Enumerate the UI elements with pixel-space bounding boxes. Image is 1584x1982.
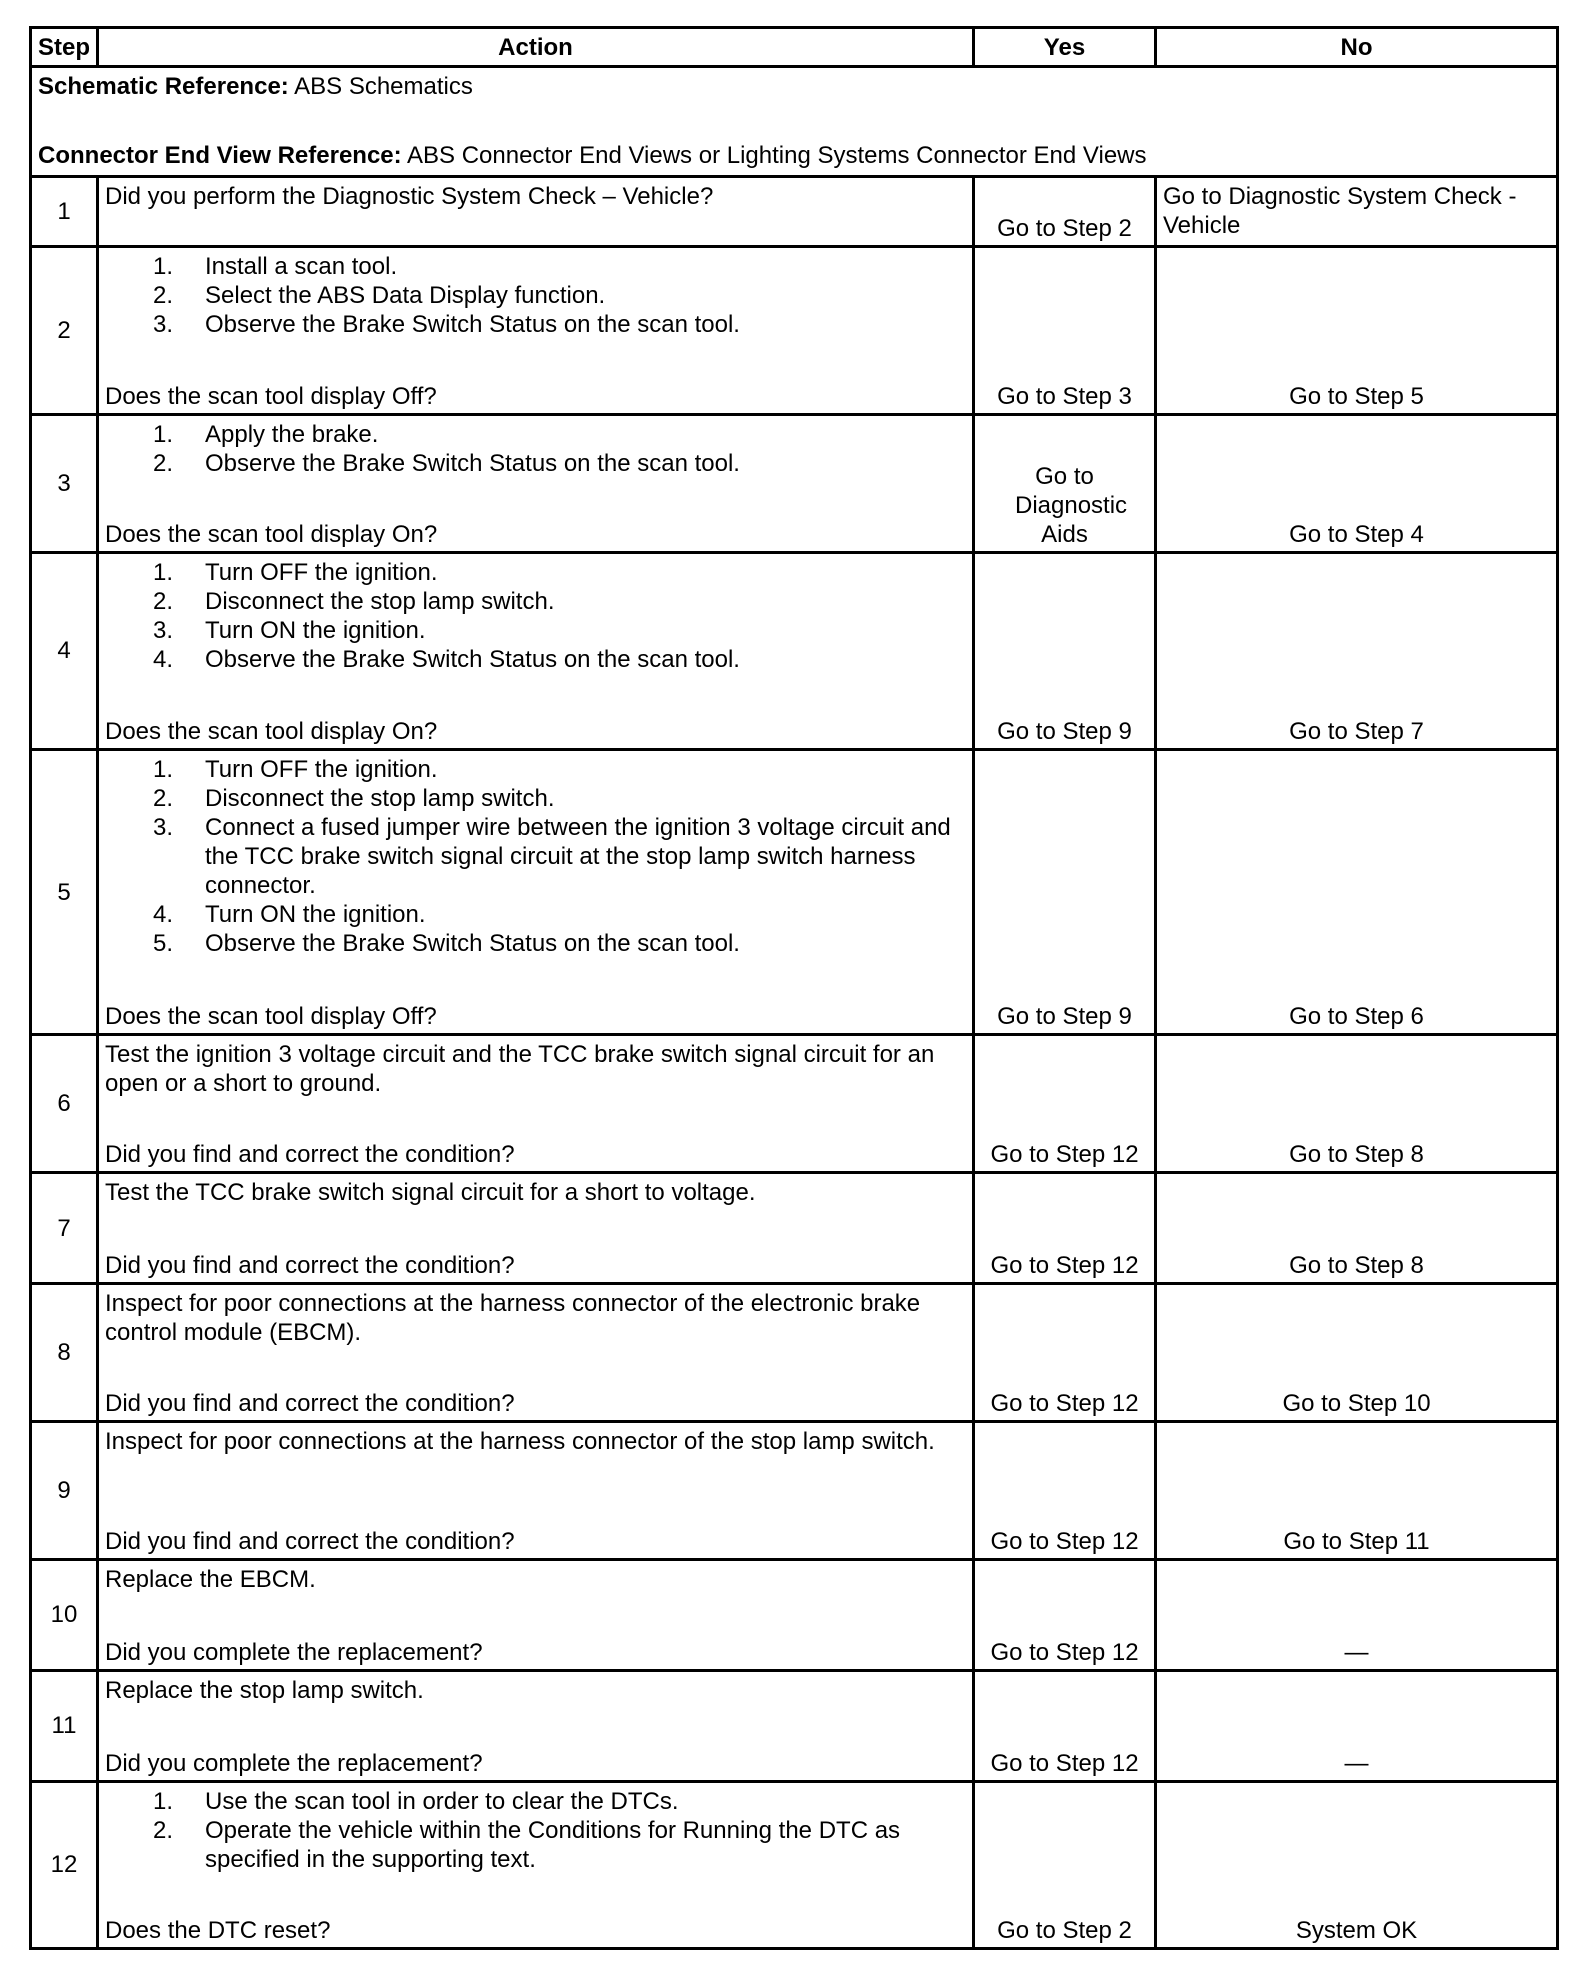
yes-result: Go to Step 12 <box>974 1283 1156 1421</box>
no-result: Go to Step 8 <box>1156 1173 1558 1284</box>
action-steps-list <box>105 252 966 339</box>
yes-result: Go to Step 12 <box>974 1422 1156 1560</box>
yes-result: Go to Step 3 <box>974 247 1156 414</box>
action-step-number: 4. <box>153 901 174 929</box>
no-result: Go to Step 8 <box>1156 1035 1558 1173</box>
action-question: Does the scan tool display Off? <box>105 382 437 410</box>
action-steps-list <box>105 755 966 958</box>
step-row <box>31 750 1558 1035</box>
step-row <box>31 1283 1558 1421</box>
schematic-reference-label: Schematic Reference: <box>38 73 289 100</box>
action-step-number: 3. <box>153 814 174 842</box>
action-cell <box>98 552 974 749</box>
action-step-number: 3. <box>153 616 174 644</box>
action-step-number: 2. <box>153 587 174 615</box>
action-question: Did you find and correct the condition? <box>105 1390 515 1417</box>
action-steps-list <box>105 1787 966 1874</box>
step-number: 6 <box>31 1035 98 1173</box>
schematic-reference-value: ABS Schematics <box>294 73 473 100</box>
action-cell <box>98 1560 974 1671</box>
yes-result: Go to Step 12 <box>974 1670 1156 1781</box>
action-question: Did you find and correct the condition? <box>105 1141 515 1169</box>
step-row <box>31 1781 1558 1948</box>
action-text: Test the TCC brake switch signal circuit for a short to voltage. <box>105 1179 756 1207</box>
action-step-item <box>105 281 966 310</box>
no-result: Go to Step 10 <box>1156 1283 1558 1421</box>
action-step-text: Turn OFF the ignition. <box>205 756 438 784</box>
no-result: Go to Step 6 <box>1156 750 1558 1035</box>
action-step-number: 2. <box>153 449 174 477</box>
no-result: — <box>1156 1560 1558 1671</box>
action-step-item <box>105 587 966 616</box>
action-cell <box>98 1173 974 1284</box>
action-step-item <box>105 310 966 339</box>
action-step-number: 3. <box>153 311 174 339</box>
action-text: Replace the EBCM. <box>105 1566 316 1594</box>
yes-result: Go to Step 2 <box>974 1781 1156 1948</box>
step-row <box>31 1670 1558 1781</box>
step-number: 11 <box>31 1670 98 1781</box>
action-step-text: Observe the Brake Switch Status on the scan tool. <box>205 645 740 673</box>
action-step-number: 2. <box>153 785 174 813</box>
step-row <box>31 247 1558 414</box>
action-text: Test the ignition 3 voltage circuit and the TCC brake switch signal circuit for an open or a short to ground. <box>105 1041 935 1098</box>
action-step-text: Observe the Brake Switch Status on the scan tool. <box>205 930 740 958</box>
yes-result: Go to Diagnostic Aids <box>974 414 1156 552</box>
action-step-item <box>105 558 966 587</box>
action-step-number: 1. <box>153 1787 174 1815</box>
yes-result: Go to Step 9 <box>974 750 1156 1035</box>
action-text: Inspect for poor connections at the harness connector of the stop lamp switch. <box>105 1428 935 1455</box>
step-row <box>31 1035 1558 1173</box>
step-row <box>31 414 1558 552</box>
step-row <box>31 1173 1558 1284</box>
action-question: Did you complete the replacement? <box>105 1638 483 1666</box>
action-step-number: 2. <box>153 1816 174 1844</box>
step-number: 3 <box>31 414 98 552</box>
action-step-item <box>105 616 966 645</box>
action-step-number: 2. <box>153 282 174 310</box>
step-row <box>31 552 1558 749</box>
action-step-item <box>105 900 966 929</box>
step-number: 9 <box>31 1422 98 1560</box>
step-row <box>31 176 1558 247</box>
action-question: Does the scan tool display Off? <box>105 1003 437 1031</box>
step-number: 1 <box>31 176 98 247</box>
action-step-text: Apply the brake. <box>205 420 379 448</box>
action-step-item <box>105 784 966 813</box>
yes-result: Go to Step 12 <box>974 1035 1156 1173</box>
action-steps-list <box>105 420 966 478</box>
no-result: Go to Step 4 <box>1156 414 1558 552</box>
step-number: 2 <box>31 247 98 414</box>
action-step-item <box>105 449 966 478</box>
action-step-text: Turn ON the ignition. <box>205 901 426 929</box>
action-cell <box>98 1422 974 1560</box>
action-step-item <box>105 252 966 281</box>
no-result: Go to Diagnostic System Check - Vehicle <box>1156 176 1558 247</box>
action-step-number: 1. <box>153 558 174 586</box>
action-text: Replace the stop lamp switch. <box>105 1676 424 1704</box>
header-step: Step <box>31 28 98 67</box>
action-step-text: Disconnect the stop lamp switch. <box>205 587 555 615</box>
action-step-item <box>105 929 966 958</box>
action-step-number: 4. <box>153 645 174 673</box>
schematic-reference <box>38 72 1550 101</box>
header-row <box>31 28 1558 67</box>
reference-row <box>31 67 1558 177</box>
action-step-text: Turn ON the ignition. <box>205 616 426 644</box>
reference-cell <box>31 67 1558 177</box>
action-text: Did you perform the Diagnostic System Check – Vehicle? <box>105 182 714 210</box>
action-step-number: 1. <box>153 756 174 784</box>
step-number: 8 <box>31 1283 98 1421</box>
action-step-item <box>105 420 966 449</box>
action-cell <box>98 1781 974 1948</box>
action-step-text: Install a scan tool. <box>205 253 398 281</box>
action-cell <box>98 1283 974 1421</box>
action-step-number: 1. <box>153 253 174 281</box>
step-number: 4 <box>31 552 98 749</box>
action-step-text: Observe the Brake Switch Status on the scan tool. <box>205 449 740 477</box>
action-steps-list <box>105 558 966 674</box>
action-cell <box>98 1035 974 1173</box>
step-number: 5 <box>31 750 98 1035</box>
action-step-number: 5. <box>153 930 174 958</box>
no-result: Go to Step 11 <box>1156 1422 1558 1560</box>
action-question: Does the scan tool display On? <box>105 718 438 746</box>
no-result: Go to Step 5 <box>1156 247 1558 414</box>
action-step-text: Turn OFF the ignition. <box>205 558 438 586</box>
action-question: Did you complete the replacement? <box>105 1749 483 1777</box>
diagnostic-table <box>29 26 1559 1950</box>
no-result: Go to Step 7 <box>1156 552 1558 749</box>
action-text: Inspect for poor connections at the harness connector of the electronic brake control module (EBCM). <box>105 1289 921 1346</box>
step-number: 7 <box>31 1173 98 1284</box>
action-step-text: Use the scan tool in order to clear the DTCs. <box>205 1787 679 1815</box>
action-question: Did you find and correct the condition? <box>105 1251 515 1279</box>
action-step-item <box>105 645 966 674</box>
no-result: — <box>1156 1670 1558 1781</box>
connector-reference-value: ABS Connector End Views or Lighting Systems Connector End Views <box>407 142 1147 169</box>
action-cell <box>98 176 974 247</box>
diagnostic-table-document <box>29 26 1556 1950</box>
action-step-text: Connect a fused jumper wire between the ignition 3 voltage circuit and the TCC brake switch signal circuit at the stop lamp switch harness connector. <box>205 814 951 900</box>
action-question: Does the scan tool display On? <box>105 520 438 548</box>
action-step-text: Observe the Brake Switch Status on the scan tool. <box>205 311 740 339</box>
yes-result: Go to Step 12 <box>974 1560 1156 1671</box>
step-number: 10 <box>31 1560 98 1671</box>
action-step-item <box>105 813 966 900</box>
action-step-text: Operate the vehicle within the Conditions for Running the DTC as specified in the supporting text. <box>205 1816 901 1873</box>
step-row <box>31 1422 1558 1560</box>
action-step-item <box>105 1816 966 1874</box>
step-row <box>31 1560 1558 1671</box>
yes-result: Go to Step 2 <box>974 176 1156 247</box>
action-cell <box>98 414 974 552</box>
header-action: Action <box>98 28 974 67</box>
yes-result: Go to Step 12 <box>974 1173 1156 1284</box>
action-question: Did you find and correct the condition? <box>105 1528 515 1556</box>
connector-reference-label: Connector End View Reference: <box>38 142 402 169</box>
step-number: 12 <box>31 1781 98 1948</box>
connector-reference <box>38 141 1550 170</box>
action-cell <box>98 1670 974 1781</box>
yes-result: Go to Step 9 <box>974 552 1156 749</box>
action-cell <box>98 750 974 1035</box>
action-step-text: Disconnect the stop lamp switch. <box>205 785 555 813</box>
action-step-text: Select the ABS Data Display function. <box>205 282 606 310</box>
action-question: Does the DTC reset? <box>105 1917 331 1944</box>
action-cell <box>98 247 974 414</box>
header-yes: Yes <box>974 28 1156 67</box>
header-no: No <box>1156 28 1558 67</box>
action-step-number: 1. <box>153 420 174 448</box>
action-step-item <box>105 755 966 784</box>
no-result: System OK <box>1156 1781 1558 1948</box>
action-step-item <box>105 1787 966 1816</box>
